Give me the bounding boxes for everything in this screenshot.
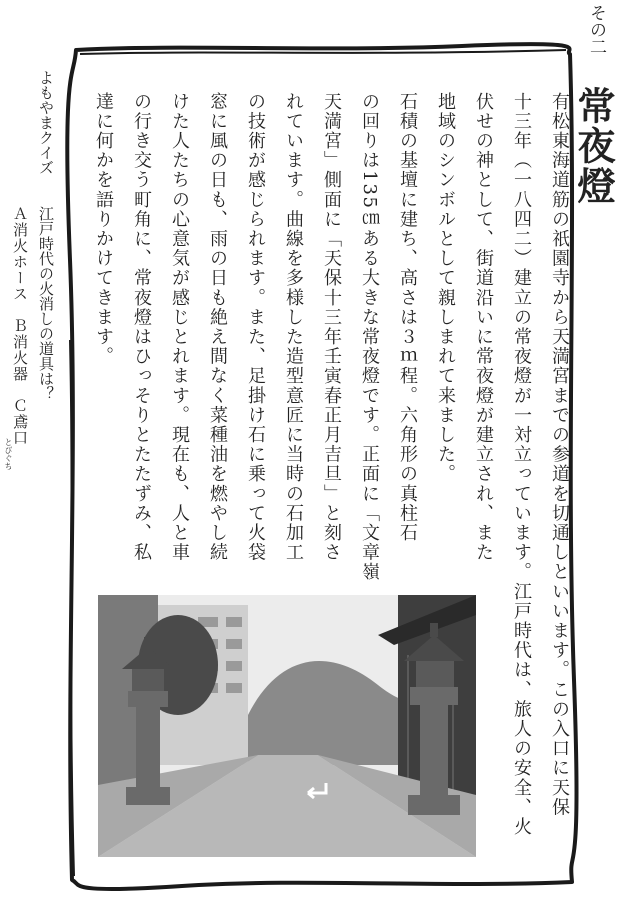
body-text-column: 達に何かを語りかけてきます。 <box>93 92 114 367</box>
body-text-column: の行き交う町角に、常夜燈はひっそりとたたずみ、私 <box>131 92 152 563</box>
body-text-column: 十三年（一八四二）建立の常夜燈が一対立っています。江戸時代は、旅人の安全、火 <box>511 92 532 837</box>
quiz-answers: Ａ消火ホース Ｂ消火器 Ｃ鳶口 <box>11 206 29 446</box>
stone-lantern-photo <box>98 595 476 857</box>
quiz-question: 江戸時代の火消しの道具は？ <box>37 206 55 401</box>
body-text-column: 有松東海道筋の祇園寺から天満宮までの参道を切通しといいます。この入口に天保 <box>549 92 570 818</box>
body-text-column: 天満宮」側面に「天保十三年壬寅春正月吉旦」と刻さ <box>321 92 342 563</box>
quiz-furigana: とびぐち <box>4 438 13 470</box>
quiz-title: よもやまクイズ <box>37 70 55 175</box>
body-text-column: 地域のシンボルとして親しまれて来ました。 <box>435 92 456 484</box>
body-text-column: 窓に風の日も、雨の日も絶え間なく菜種油を燃やし続 <box>207 92 228 563</box>
body-text-column: れています。曲線を多様した造型意匠に当時の石加工 <box>283 92 304 563</box>
body-text-column: 伏せの神として、街道沿いに常夜燈が建立され、また <box>473 92 494 563</box>
body-text-column: けた人たちの心意気が感じとれます。現在も、人と車 <box>169 92 190 563</box>
body-text-column: の技術が感じられます。また、足掛け石に乗って火袋 <box>245 92 266 563</box>
body-text-column: 石積の基壇に建ち、高さは３ｍ程。六角形の真柱石 <box>397 92 418 543</box>
body-text-column: の回りは135㎝ある大きな常夜燈です。正面に「文章嶺 <box>359 92 380 582</box>
page-title: 常夜燈 <box>571 86 616 206</box>
series-label: その二 <box>586 4 606 55</box>
